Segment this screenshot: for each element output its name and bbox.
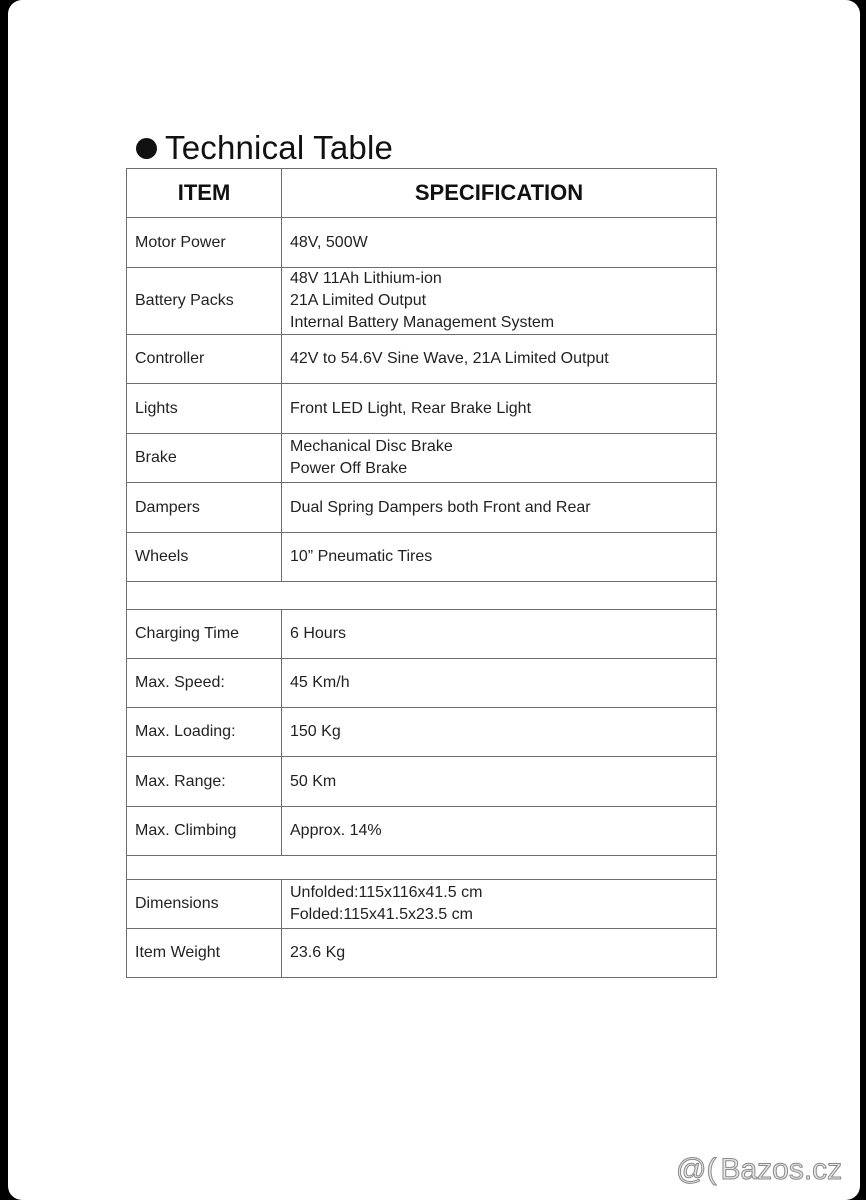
watermark-text: Bazos.cz bbox=[720, 1153, 843, 1186]
technical-table bbox=[126, 168, 717, 978]
spec-cell bbox=[282, 268, 717, 335]
spec-line: Folded:115x41.5x23.5 cm bbox=[290, 906, 473, 923]
spec-line: 48V, 500W bbox=[290, 233, 368, 251]
watermark bbox=[676, 1148, 860, 1192]
spec-line: Mechanical Disc Brake bbox=[290, 438, 453, 455]
table-header-row bbox=[127, 169, 717, 218]
spec-line: 45 Km/h bbox=[290, 674, 350, 691]
spec-line: 48V 11Ah Lithium-ion bbox=[290, 270, 442, 287]
spec-cell bbox=[282, 807, 717, 856]
item-cell: Max. Climbing bbox=[127, 807, 282, 856]
spacer-cell bbox=[127, 582, 717, 610]
table-row bbox=[127, 708, 717, 757]
table-row bbox=[127, 659, 717, 708]
spec-line: Unfolded:115x116x41.5 cm bbox=[290, 884, 483, 901]
item-cell: Wheels bbox=[127, 533, 282, 582]
header-specification: SPECIFICATION bbox=[282, 169, 717, 218]
spec-cell bbox=[282, 335, 717, 384]
spec-cell bbox=[282, 384, 717, 434]
table-row bbox=[127, 384, 717, 434]
spec-cell bbox=[282, 880, 717, 929]
item-cell: Battery Packs bbox=[127, 268, 282, 335]
item-cell: Max. Range: bbox=[127, 757, 282, 807]
spec-line: Power Off Brake bbox=[290, 460, 408, 477]
spec-line: 6 Hours bbox=[290, 625, 347, 642]
item-cell: Motor Power bbox=[127, 218, 282, 268]
spec-cell bbox=[282, 533, 717, 582]
item-cell: Dimensions bbox=[127, 880, 282, 929]
bazos-logo-icon: @( bbox=[676, 1153, 717, 1186]
spec-line: 150 Kg bbox=[290, 723, 341, 740]
item-cell: Controller bbox=[127, 335, 282, 384]
table-row bbox=[127, 268, 717, 335]
spec-cell bbox=[282, 218, 717, 268]
table-row bbox=[127, 610, 717, 659]
spec-cell bbox=[282, 708, 717, 757]
table-row bbox=[127, 880, 717, 929]
spec-line: Front LED Light, Rear Brake Light bbox=[290, 399, 532, 417]
spec-cell bbox=[282, 929, 717, 978]
spec-line: 10” Pneumatic Tires bbox=[290, 548, 433, 565]
spec-cell bbox=[282, 610, 717, 659]
table-row bbox=[127, 434, 717, 483]
spec-cell bbox=[282, 757, 717, 807]
spec-line: Internal Battery Management System bbox=[290, 314, 555, 331]
table-row bbox=[127, 533, 717, 582]
spec-cell bbox=[282, 483, 717, 533]
table-spacer-row bbox=[127, 582, 717, 610]
item-cell: Charging Time bbox=[127, 610, 282, 659]
item-cell: Item Weight bbox=[127, 929, 282, 978]
item-cell: Brake bbox=[127, 434, 282, 483]
table-row bbox=[127, 807, 717, 856]
table-row bbox=[127, 483, 717, 533]
spacer-cell bbox=[127, 856, 717, 880]
spec-line: 21A Limited Output bbox=[290, 292, 427, 309]
table-row bbox=[127, 757, 717, 807]
section-heading bbox=[136, 128, 393, 168]
spec-cell bbox=[282, 434, 717, 483]
item-cell: Dampers bbox=[127, 483, 282, 533]
document-page bbox=[8, 0, 860, 1200]
table-row bbox=[127, 335, 717, 384]
spec-cell bbox=[282, 659, 717, 708]
table-spacer-row bbox=[127, 856, 717, 880]
header-item: ITEM bbox=[127, 169, 282, 218]
item-cell: Lights bbox=[127, 384, 282, 434]
item-cell: Max. Loading: bbox=[127, 708, 282, 757]
page-title: Technical Table bbox=[165, 129, 394, 166]
table-row bbox=[127, 929, 717, 978]
bullet-icon bbox=[136, 138, 157, 159]
spec-line: Dual Spring Dampers both Front and Rear bbox=[290, 498, 591, 516]
table-row bbox=[127, 218, 717, 268]
spec-line: 23.6 Kg bbox=[290, 944, 346, 961]
spec-line: 50 Km bbox=[290, 772, 337, 790]
item-cell: Max. Speed: bbox=[127, 659, 282, 708]
spec-line: 42V to 54.6V Sine Wave, 21A Limited Output bbox=[290, 350, 609, 367]
spec-line: Approx. 14% bbox=[290, 822, 382, 839]
